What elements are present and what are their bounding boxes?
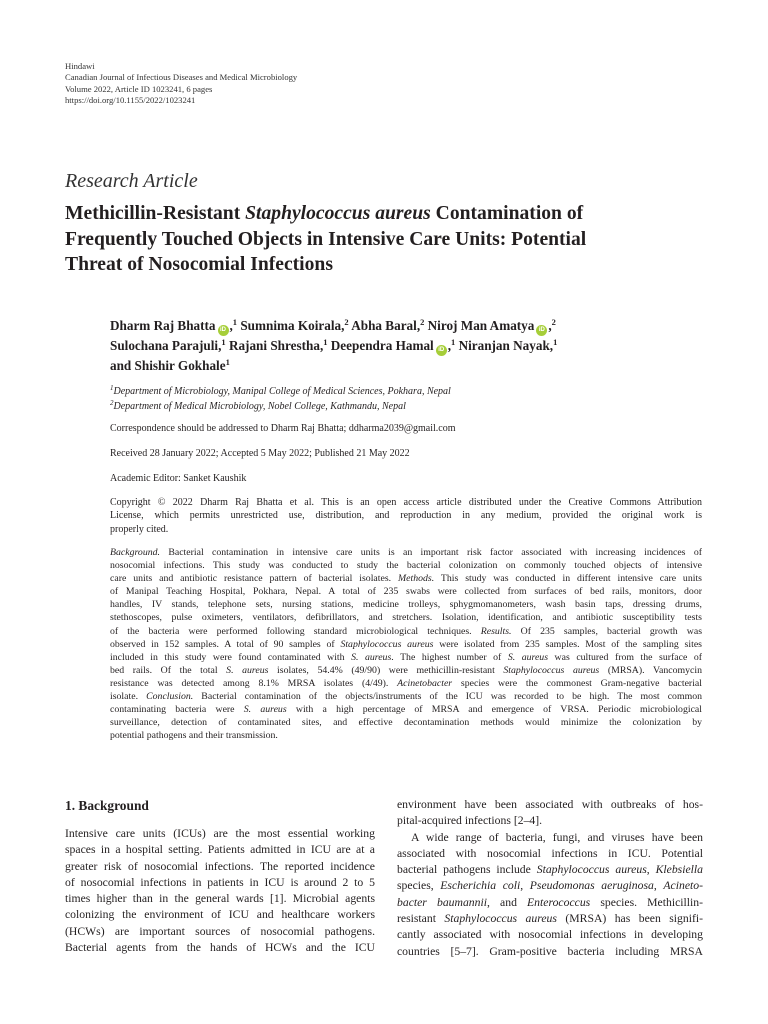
- body-line: A wide range of bacteria, fungi, and viruses have been: [411, 830, 703, 844]
- author-name: Deependra Hamal: [330, 338, 434, 353]
- abstract-line: care units and antibiotic resistance pattern of bacterial isolates. Methods. This study was conducted in different intensive care units: [110, 573, 702, 585]
- title-line1-post: Contamination of: [430, 203, 584, 224]
- body-line: greater risk of nosocomial infections. The reported incidence: [65, 859, 375, 873]
- author-name: Abha Baral: [351, 318, 417, 333]
- body-line: bacter baumannii, and Enterococcus species. Methicillin-: [397, 895, 703, 909]
- orcid-icon[interactable]: iD: [536, 325, 547, 336]
- affiliation: [110, 399, 451, 414]
- orcid-icon[interactable]: iD: [436, 345, 447, 356]
- body-line: pital-acquired infections [2–4].: [397, 814, 543, 828]
- author-affiliation-number: 1: [221, 337, 226, 347]
- abstract-line: Background. Bacterial contamination in intensive care units is an important risk factor associated with increasing incidences of: [110, 547, 702, 558]
- abstract-line: handles, IV stands, telephone sets, nursing stations, medicine trolleys, sphygmomanometers, wash basin taps, dressing drums,: [110, 599, 702, 611]
- copyright-line: Copyright © 2022 Dharm Raj Bhatta et al. This is an open access article distributed under the Creative Commons Attribution: [110, 497, 702, 508]
- author: [110, 358, 230, 373]
- body-column-left: [65, 826, 375, 956]
- author: Sumnima Koirala,$^2$: [240, 317, 349, 333]
- publication-dates: Received 28 January 2022; Accepted 5 May 2022; Published 21 May 2022: [110, 448, 410, 459]
- author-affiliation-number: 1: [451, 337, 456, 347]
- article-type: Research Article: [65, 170, 198, 192]
- copyright-notice: [110, 496, 702, 536]
- body-line: times higher than in the general wards [1]. Microbial agents: [65, 892, 375, 906]
- body-line: species, Escherichia coli, Pseudomonas aeruginosa, Acineto-: [397, 879, 703, 893]
- author: Abha Baral,$^2$: [351, 317, 425, 333]
- author-affiliation-number: 2: [420, 317, 425, 327]
- body-line: environment have been associated with outbreaks of hos-: [397, 798, 703, 811]
- orcid-icon[interactable]: iD: [218, 325, 229, 336]
- body-line: cantly associated with nosocomial infections in developing: [397, 928, 703, 942]
- abstract-line: stethoscopes, pulse oximeters, ventilators, defibrillators, and stretchers. Isolation, identification, and antibiotic susceptibility tests: [110, 612, 702, 624]
- section-heading: 1. Background: [65, 798, 149, 813]
- publisher-name: Hindawi: [65, 61, 95, 71]
- body-line: associated with nosocomial infections in ICU. Potential: [397, 846, 703, 860]
- title-line3: Threat of Nosocomial Infections: [65, 254, 333, 275]
- author-affiliation-number: 2: [551, 317, 556, 327]
- affiliation-text: Department of Microbiology, Manipal College of Medical Sciences, Pokhara, Nepal: [113, 386, 451, 397]
- author: Sulochana Parajuli,$^1$: [110, 337, 226, 353]
- abstract-line: surveillance, detection of contaminated sites, and effective decontamination methods would minimize the colonization by: [110, 717, 702, 729]
- author-affiliation-number: 1: [232, 317, 238, 327]
- body-line: (HCWs) are important sources of nosocomial pathogens.: [65, 924, 375, 938]
- volume-info: Volume 2022, Article ID 1023241, 6 pages: [65, 83, 213, 94]
- body-line: Intensive care units (ICUs) are the most essential working: [65, 827, 375, 840]
- affiliation-list: [110, 384, 451, 414]
- body-line: countries [5–7]. Gram-positive bacteria including MRSA: [397, 944, 703, 958]
- copyright-line: properly cited.: [110, 523, 169, 535]
- journal-name: Canadian Journal of Infectious Diseases and Medical Microbiology: [65, 72, 298, 83]
- affiliation-number: 2: [110, 399, 114, 407]
- title-line1-italic: Staphylococcus aureus: [245, 203, 431, 224]
- affiliation: [110, 384, 451, 399]
- author-name: Sulochana Parajuli: [110, 338, 219, 353]
- body-line: Bacterial agents from the hands of HCWs and the ICU: [65, 941, 375, 955]
- author-line: [110, 316, 730, 336]
- author-name: Niroj Man Amatya: [427, 318, 535, 333]
- author-affiliation-number: 1: [553, 337, 558, 347]
- body-column-right: [397, 797, 703, 960]
- abstract-line: potential pathogens and their transmission.: [110, 730, 278, 742]
- article-title: [65, 201, 715, 278]
- author: Rajani Shrestha,$^1$: [228, 337, 328, 353]
- body-line: of nosocomial infections in patients in ICU is around 2 to 5: [65, 875, 375, 889]
- author-list: [110, 316, 730, 376]
- author-name: Sumnima Koirala: [240, 318, 342, 333]
- author-name: Niranjan Nayak: [458, 338, 550, 353]
- title-line1-pre: Methicillin-Resistant: [65, 203, 246, 224]
- body-line: resistant Staphylococcus aureus (MRSA) has been signifi-: [397, 912, 703, 926]
- author-name: Rajani Shrestha: [228, 338, 320, 353]
- body-line: bacterial pathogens include Staphylococcus aureus, Klebsiella: [397, 863, 703, 877]
- author-affiliation-number: 1: [225, 357, 230, 367]
- abstract-line: of the bacteria were performed following standard microbiological techniques. Results. Of 235 samples, bacterial growth was: [110, 625, 702, 637]
- abstract-line: bed rails. Of the total S. aureus isolates, 54.4% (49/90) were methicillin-resistant Staphylococcus aureus (MRSA). Vancomycin: [110, 664, 702, 676]
- abstract-line: of Manipal Teaching Hospital, Pokhara, Nepal. A total of 235 swabs were collected from surfaces of bed rails, monitors, door: [110, 586, 702, 598]
- affiliation-number: 1: [110, 384, 114, 392]
- author-line: [110, 356, 730, 376]
- copyright-line: License, which permits unrestricted use, distribution, and reproduction in any medium, provided the original work is: [110, 510, 702, 522]
- author-name: Dharm Raj Bhatta: [110, 318, 216, 333]
- academic-editor: Academic Editor: Sanket Kaushik: [110, 473, 247, 484]
- abstract-line: isolate. Conclusion. Bacterial contamination of the objects/instruments of the ICU was recorded to be high. The most common: [110, 691, 702, 703]
- abstract-line: included in this study were found contaminated with S. aureus. The highest number of S. aureus was cultured from the surface of: [110, 651, 702, 663]
- author-affiliation-number: 1: [323, 337, 328, 347]
- author: Dharm Raj Bhatta iD ,$^1$: [110, 318, 240, 333]
- correspondence: Correspondence should be addressed to Dharm Raj Bhatta; ddharma2039@gmail.com: [110, 423, 456, 434]
- author-affiliation-number: 2: [344, 317, 349, 327]
- author: Niroj Man Amatya iD ,$^2$: [428, 318, 556, 333]
- author-name: and Shishir Gokhale: [110, 358, 226, 373]
- body-line: spaces in a hospital setting. Patients admitted in ICU are at a: [65, 843, 375, 857]
- body-line: colonizing the environment of ICU and healthcare workers: [65, 908, 375, 922]
- abstract-line: observed in 152 samples. A total of 90 samples of Staphylococcus aureus were isolated from 235 samples. Most of the sampling sites: [110, 638, 702, 650]
- abstract-line: nosocomial infections. This study was conducted to study the bacterial colonization on commonly touched objects of intensive: [110, 560, 702, 572]
- abstract-line: contaminating bacteria were S. aureus with a high percentage of MRSA and emergence of VRSA. Periodic microbiological: [110, 704, 702, 716]
- journal-header: [65, 61, 297, 107]
- title-line2: Frequently Touched Objects in Intensive Care Units: Potential: [65, 228, 587, 250]
- author: Niranjan Nayak,$^1$: [458, 337, 558, 353]
- doi-link[interactable]: https://doi.org/10.1155/2022/1023241: [65, 95, 196, 106]
- abstract-line: resistance was detected among 8.1% MRSA isolates (4/49). Acinetobacter species were the commonest Gram-negative bacterial: [110, 677, 702, 689]
- author-line: [110, 336, 730, 356]
- affiliation-text: Department of Medical Microbiology, Nobel College, Kathmandu, Nepal: [113, 401, 406, 412]
- abstract: [110, 546, 702, 742]
- author: Deependra Hamal iD ,$^1$: [331, 338, 459, 353]
